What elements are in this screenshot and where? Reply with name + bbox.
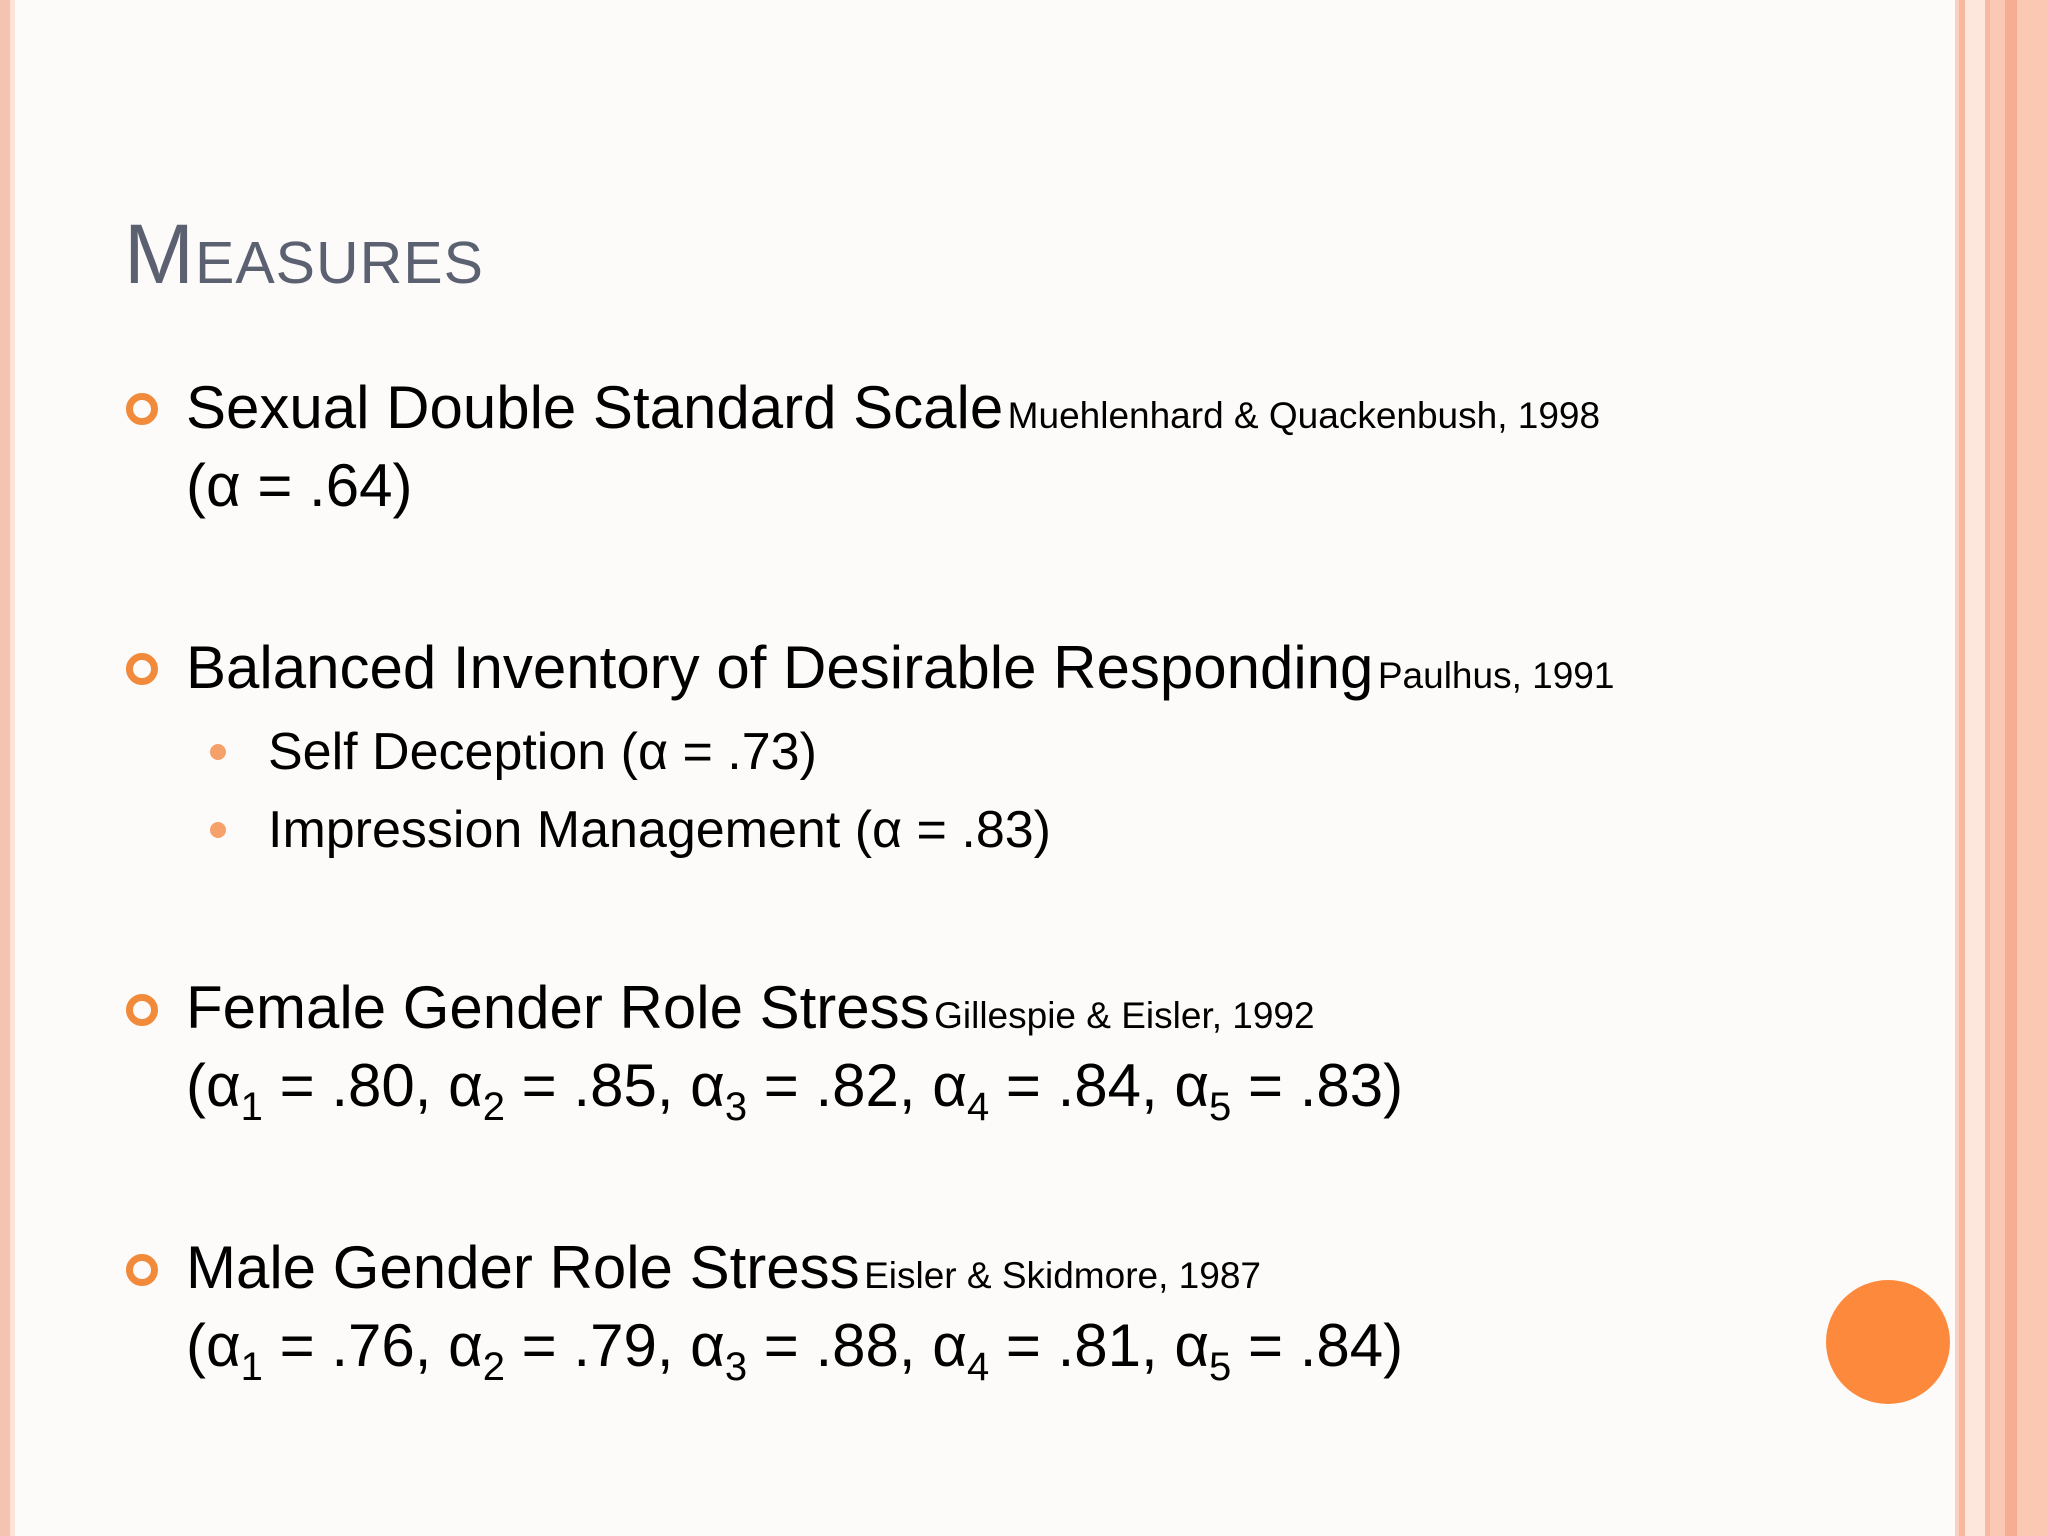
alpha-symbol: α <box>1174 1312 1210 1379</box>
measure-citation: Eisler & Skidmore, 1987 <box>864 1255 1261 1296</box>
alpha-subscript: 2 <box>482 1085 506 1129</box>
measure-reliability: ($\alpha_1 = .76$, $\alpha_2 = .79$, $\alpha_3 = .88$, $\alpha_4 = .81$, $\alpha_5 = .84$) <box>186 1312 1404 1389</box>
ring-bullet-icon <box>126 653 158 685</box>
dot-bullet-icon <box>210 822 226 838</box>
alpha-subscript: 5 <box>1209 1085 1232 1129</box>
alpha-symbol: α <box>690 1052 725 1119</box>
decorative-circle <box>1826 1280 1950 1404</box>
measure-heading <box>186 374 1601 441</box>
alpha-symbol: α <box>1174 1052 1210 1119</box>
alpha-subscript: 1 <box>240 1085 263 1129</box>
alpha-subscript: 4 <box>966 1085 990 1129</box>
alpha-subscript: 2 <box>482 1345 506 1389</box>
left-border-stripe <box>0 0 10 1536</box>
measure-heading <box>186 974 1315 1041</box>
alpha-value: .81 <box>1057 1312 1142 1379</box>
measure-reliability: (α = .64) <box>186 452 413 519</box>
subitem-impression-management: Impression Management (α = .83) <box>268 801 1051 859</box>
alpha-value: .88 <box>815 1312 899 1379</box>
measure-citation: Muehlenhard & Quackenbush, 1998 <box>1007 395 1601 436</box>
alpha-symbol: α <box>205 1312 241 1379</box>
alpha-value: .82 <box>815 1052 899 1119</box>
alpha-symbol: α <box>690 1312 725 1379</box>
measure-heading <box>186 1234 1261 1301</box>
right-border-stripe <box>1990 0 2048 1536</box>
right-border-stripe <box>1965 0 1985 1536</box>
alpha-symbol: α <box>448 1052 483 1119</box>
slide-title: Measures <box>124 207 484 301</box>
right-border-stripe <box>2005 0 2017 1536</box>
alpha-subscript: 3 <box>724 1085 748 1129</box>
measure-reliability: ($\alpha_1 = .80$, $\alpha_2 = .85$, $\alpha_3 = .82$, $\alpha_4 = .84$, $\alpha_5 = .83$) <box>186 1052 1404 1129</box>
alpha-symbol: α <box>205 1052 241 1119</box>
left-border-stripe-inner <box>10 0 15 1536</box>
measure-title: Balanced Inventory of Desirable Responding <box>186 634 1374 701</box>
alpha-value: .83 <box>1299 1052 1384 1119</box>
alpha-subscript: 5 <box>1209 1345 1232 1389</box>
ring-bullet-icon <box>126 994 158 1026</box>
subitem-self-deception: Self Deception (α = .73) <box>268 723 817 781</box>
measure-title: Sexual Double Standard Scale <box>186 374 1004 441</box>
ring-bullet-icon <box>126 1254 158 1286</box>
measure-heading <box>186 634 1615 701</box>
alpha-subscript: 3 <box>724 1345 748 1389</box>
measure-citation: Paulhus, 1991 <box>1377 655 1615 696</box>
alpha-value: .80 <box>331 1052 415 1119</box>
alpha-value: .76 <box>331 1312 415 1379</box>
measure-title: Female Gender Role Stress <box>186 974 930 1041</box>
alpha-value: .79 <box>573 1312 657 1379</box>
alpha-symbol: α <box>932 1052 967 1119</box>
alpha-subscript: 4 <box>966 1345 990 1389</box>
alpha-subscript: 1 <box>240 1345 263 1389</box>
measure-title: Male Gender Role Stress <box>186 1234 860 1301</box>
alpha-symbol: α <box>932 1312 967 1379</box>
ring-bullet-icon <box>126 393 158 425</box>
dot-bullet-icon <box>210 744 226 760</box>
measure-citation: Gillespie & Eisler, 1992 <box>934 995 1315 1036</box>
alpha-value: .84 <box>1057 1052 1142 1119</box>
alpha-symbol: α <box>448 1312 483 1379</box>
alpha-value: .84 <box>1299 1312 1384 1379</box>
alpha-value: .85 <box>573 1052 657 1119</box>
